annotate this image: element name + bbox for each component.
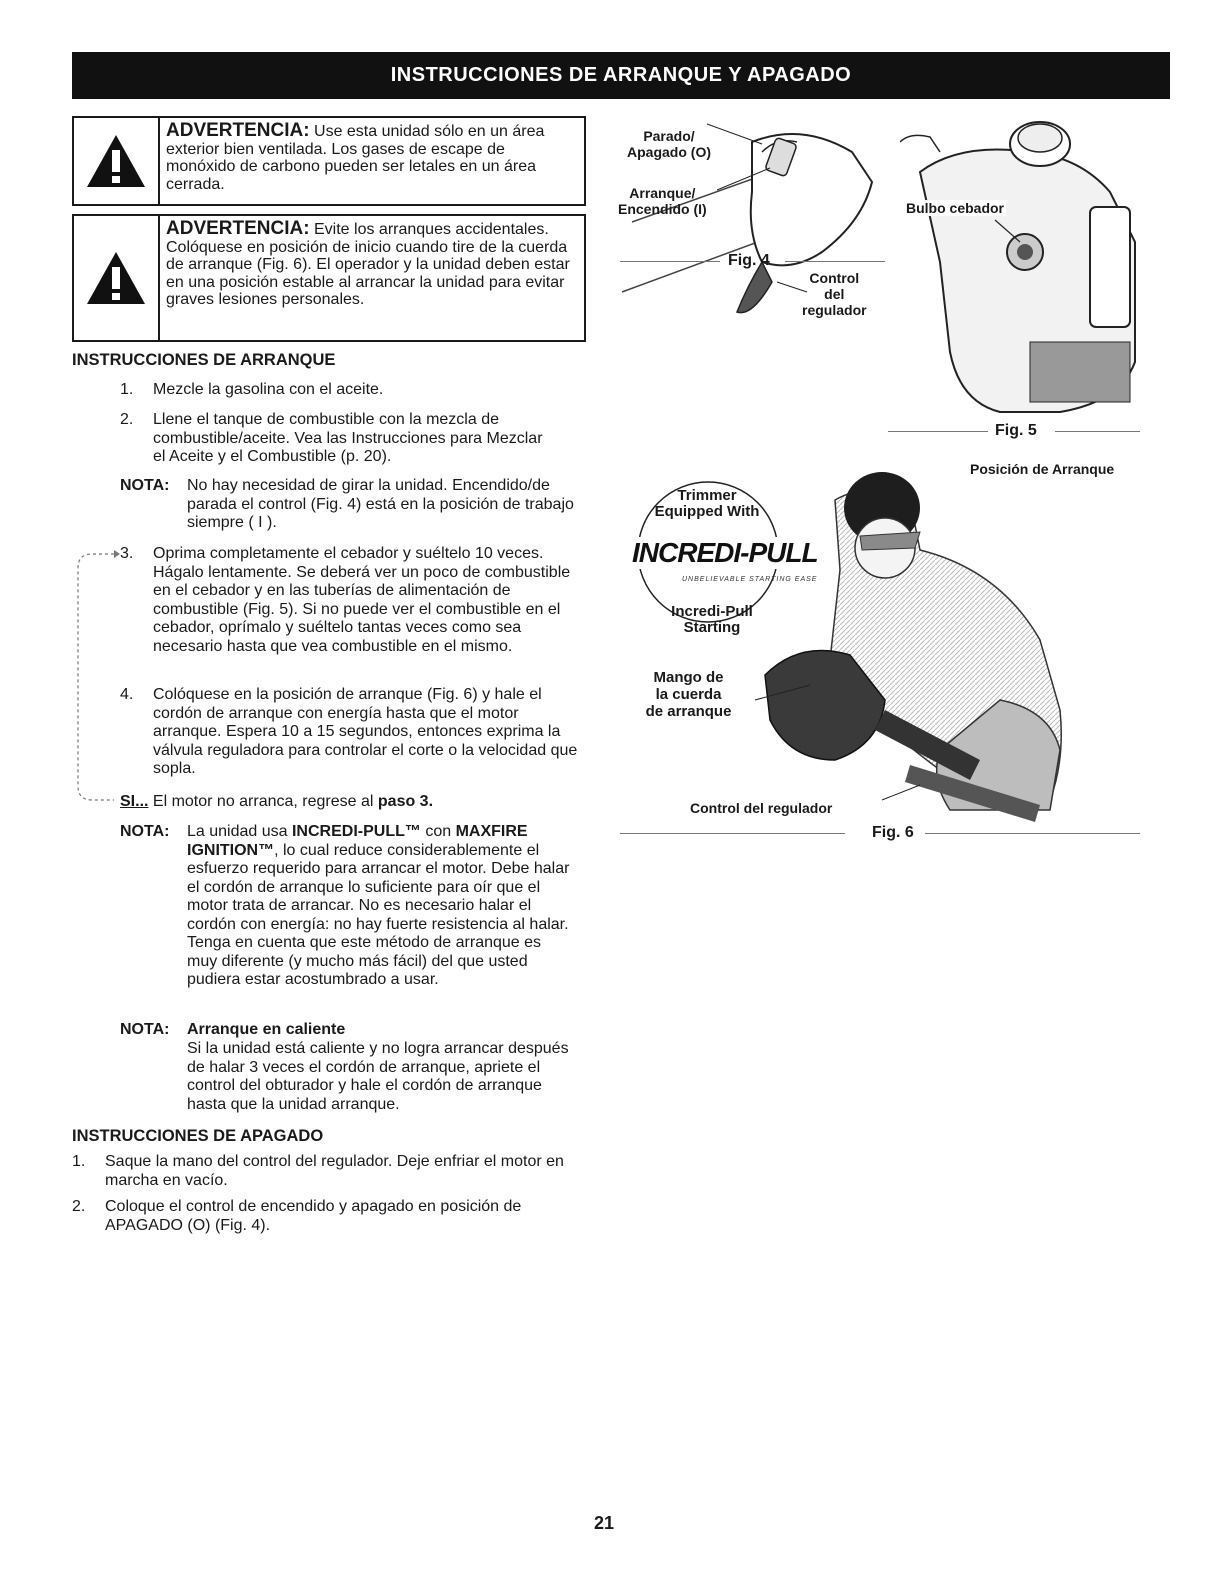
warning-triangle-icon (85, 133, 147, 189)
stop-heading: INSTRUCCIONES DE APAGADO (72, 1127, 324, 1145)
si-line (120, 793, 580, 812)
fig-4-caption: Fig. 4 (728, 252, 770, 269)
fig-5-position-label: Posición de Arranque (970, 461, 1115, 477)
step-number: 1. (72, 1153, 86, 1170)
fig-4-rule-right (785, 261, 885, 262)
fig-6-rule-left (620, 833, 845, 834)
start-step-1: Mezcle la gasolina con el aceite. (153, 381, 384, 398)
start-step-3: Oprima completamente el cebador y suéltelo 10 veces. Hágalo lentamente. Se deberá ver un poco de combustible en el cebador y en las tuberías de alimentación de combustible (Fig. 5). Si no puede ver el combustible en el cebador, oprímalo y suéltelo tantas veces como sea necesario hasta que vea combustible en el mismo. (153, 545, 571, 655)
warning-icon-cell (74, 118, 160, 204)
step-number: 1. (120, 381, 134, 398)
fig-6-caption: Fig. 6 (872, 824, 914, 841)
nota-1-text: No hay necesidad de girar la unidad. Encendido/de parada el control (Fig. 4) está en la posición de trabajo siempre ( I ). (187, 477, 574, 531)
fig-6-logo: INCREDI-PULL (632, 537, 818, 568)
warning-triangle-icon (85, 250, 147, 306)
warning-text: Evite los arranques accidentales. Colóquese en posición de inicio cuando tire de la cuerda de arranque (Fig. 6). El operador y la unidad deben estar en una posición estable al arrancar la unidad para evitar graves lesiones personales. (166, 221, 570, 308)
step-number: 4. (120, 686, 134, 703)
stop-step-1: Saque la mano del control del regulador. Deje enfriar el motor en marcha en vacío. (105, 1153, 564, 1189)
nota-2-text (187, 823, 572, 990)
step-number: 2. (120, 411, 134, 428)
nota-3-title: Arranque en caliente (187, 1021, 346, 1038)
warning-box-ventilation (72, 116, 586, 206)
fig-6-throttle-label: Control del regulador (690, 800, 833, 816)
warning-label: ADVERTENCIA: (166, 120, 310, 141)
nota-2-part: con (420, 823, 456, 840)
fig-4-stop-label: Parado/ Apagado (O) (627, 128, 711, 160)
nota-2-brand: INCREDI-PULL™ (291, 823, 421, 840)
fig-5-rule-right (1055, 431, 1140, 432)
fig-5-primer-label: Bulbo cebador (906, 200, 1005, 216)
fig-6-rule-right (925, 833, 1140, 834)
fig-4-start-label: Arranque/ Encendido (I) (618, 185, 707, 217)
nota-2-part: , lo cual reduce considerablemente el esfuerzo requerido para arrancar el motor. Debe halar el cordón de arranque lo suficiente para oír que el motor trata de arrancar. No es necesario halar el cordón con energía: no hay fuerte resistencia al halar. Tenga en cuenta que este método de arranque es muy diferente (y mucho más fácil) del que usted pudiera estar acostumbrado a usar. (187, 841, 570, 988)
warning-label: ADVERTENCIA: (166, 218, 310, 239)
si-label: SI... (120, 793, 149, 810)
si-text: El motor no arranca, regrese al (148, 793, 378, 810)
fig-6-badge-top: Trimmer Equipped With (654, 487, 760, 520)
nota-2-part: La unidad usa (187, 823, 292, 840)
nota-label: NOTA: (120, 477, 170, 494)
fig-6-badge-bottom: Incredi-Pull Starting (671, 603, 753, 636)
fig-4-rule-left (620, 261, 720, 262)
nota-label: NOTA: (120, 1021, 170, 1038)
start-step-4: Colóquese en la posición de arranque (Fig. 6) y hale el cordón de arranque con energía hasta que el motor arranque. Espera 10 a 15 segundos, entonces exprima la válvula reguladora para controlar el corte o la velocidad que sopla. (153, 686, 578, 777)
si-step-ref: paso 3. (377, 793, 434, 810)
nota-3-text: Si la unidad está caliente y no logra arrancar después de halar 3 veces el cordón de arranque, apriete el control del obturador y hale el cordón de arranque hasta que la unidad arranque. (187, 1040, 569, 1113)
start-heading: INSTRUCCIONES DE ARRANQUE (72, 351, 336, 369)
warning-icon-cell (74, 216, 160, 340)
fig-6-handle-label: Mango de la cuerda de arranque (645, 669, 732, 720)
warning-text: Use esta unidad sólo en un área exterior bien ventilada. Los gases de escape de monóxido de carbono pueden ser letales en un área cerrada. (166, 123, 545, 193)
fig-5-illustration (900, 112, 1145, 417)
fig-5-caption: Fig. 5 (995, 422, 1037, 439)
fig-6-tagline: UNBELIEVABLE STARTING EASE (682, 576, 818, 583)
warning-box-accidental-start (72, 214, 586, 342)
page-number: 21 (594, 1513, 615, 1533)
fig-4-throttle-label: Control del regulador (802, 270, 867, 318)
nota-2-brand: MAXFIRE IGNITION™ (187, 823, 528, 859)
dotted-bracket (70, 548, 120, 808)
stop-step-2: Coloque el control de encendido y apagado en posición de APAGADO (O) (Fig. 4). (105, 1198, 522, 1234)
fig-5-rule-left (888, 431, 988, 432)
step-number: 3. (120, 545, 134, 562)
step-number: 2. (72, 1198, 86, 1215)
page-header: INSTRUCCIONES DE ARRANQUE Y APAGADO (72, 52, 1170, 99)
start-step-2: Llene el tanque de combustible con la mezcla de combustible/aceite. Vea las Instrucciones para Mezclar el Aceite y el Combustible (p. 20). (153, 411, 543, 465)
nota-label: NOTA: (120, 823, 170, 840)
